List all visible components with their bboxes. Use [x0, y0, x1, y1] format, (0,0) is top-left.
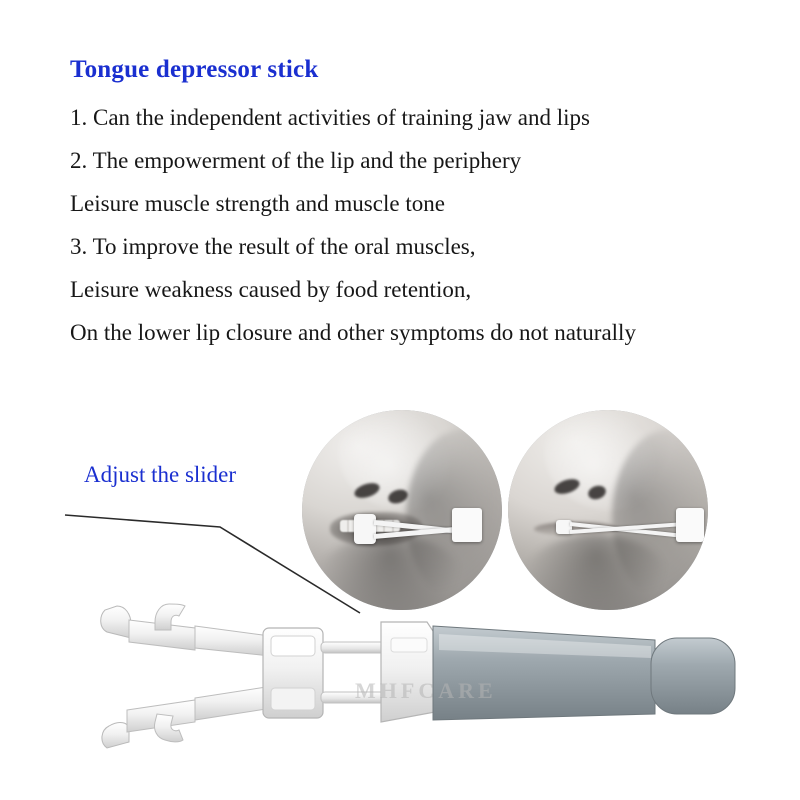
device-mouthpiece: [354, 514, 376, 544]
body-line-5: Leisure weakness caused by food retention,: [70, 277, 472, 302]
watermark: MHFCARE: [355, 678, 497, 703]
device-slider[interactable]: [263, 628, 323, 718]
device-collar: [381, 622, 435, 722]
device-lower-fork: [102, 686, 273, 748]
description-text-block: [70, 56, 770, 354]
body-line-1: 1. Can the independent activities of training jaw and lips: [70, 105, 590, 130]
body-line-2: 2. The empowerment of the lip and the periphery: [70, 148, 522, 173]
body-line-4: 3. To improve the result of the oral muscles,: [70, 234, 476, 259]
device-upper-fork: [101, 604, 270, 656]
body-line-3: Leisure muscle strength and muscle tone: [70, 191, 445, 216]
page-title: Tongue depressor stick: [70, 56, 319, 83]
callout-label-adjust-slider: Adjust the slider: [84, 462, 237, 487]
body-line-6: On the lower lip closure and other symptoms do not naturally: [70, 320, 636, 345]
device-handle[interactable]: [433, 626, 735, 720]
device-slider-block: [452, 508, 482, 542]
device-slider-block: [676, 508, 704, 542]
